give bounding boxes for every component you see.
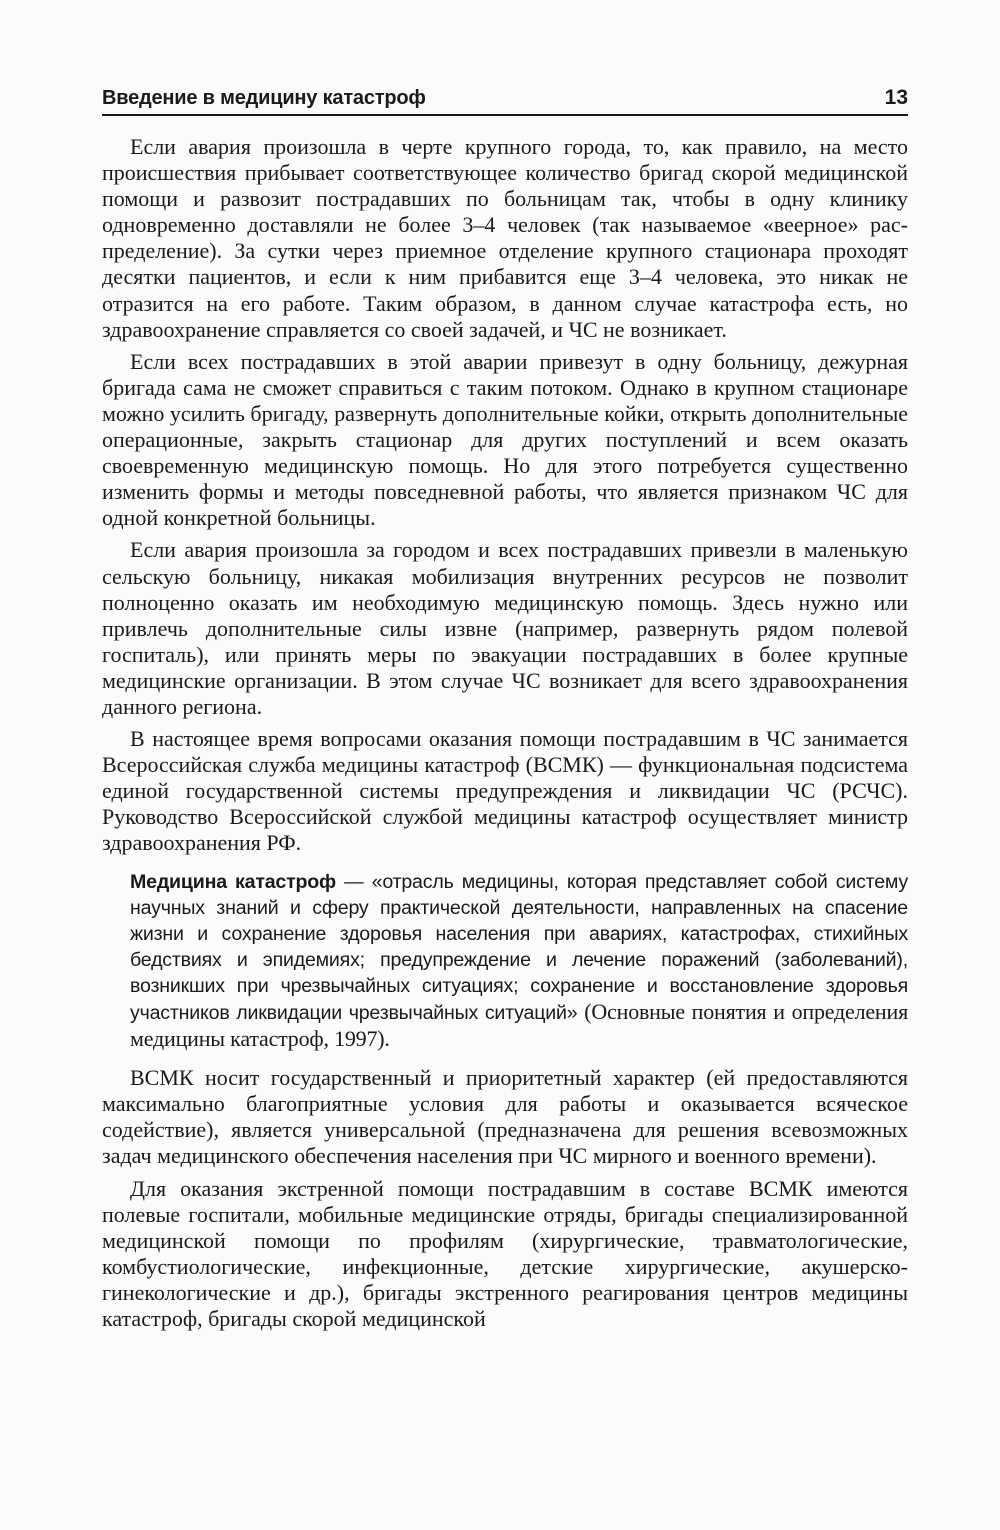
paragraph: Если авария произошла за городом и всех пострадавших привезли в маленькую сельскую больницу, никакая мобилизация внутренних ресурсов не позволит полноценно оказать им необходимую медицинскую помощь. Здесь нужно или привлечь дополнительные силы извне (например, развернуть рядом полевой госпиталь), или принять меры по эвакуации пострадавших в более крупные медицинские организации. В этом случае ЧС возникает для всего здравоохранения данного региона. [102, 537, 908, 719]
definition-source: (Основные понятия и определения медицины катастроф, 1997). [130, 999, 908, 1052]
paragraph: Если авария произошла в черте крупного города, то, как правило, на место происшествия прибывает соответствующее количество бригад скорой медицинской помощи и развозит пострадавших по больницам так, чтобы в одну клинику одновременно доставляли не более 3–4 человек (так называемое «веерное» распределение). За сутки через приемное отделение крупного стационара проходят десятки пациентов, и если к ним прибавится еще 3–4 человека, это никак не отразится на его работе. Таким образом, в данном случае катастрофа есть, но здравоохранение справляется со своей задачей, и ЧС не возникает. [102, 134, 908, 342]
paragraph: ВСМК носит государственный и приоритетный характер (ей предоставляются максимально благоприятные условия для работы и оказывается всяческое содействие), является универсальной (предназначена для решения всевозможных задач медицинского обеспечения населения при ЧС мирного и военного времени). [102, 1065, 908, 1169]
definition-term: Медицина катастроф [130, 870, 337, 893]
paragraph: В настоящее время вопросами оказания помощи пострадавшим в ЧС занимается Всероссийская служба медицины катастроф (ВСМК) — функциональная подсистема единой государственной системы предупреждения и ликвидации ЧС (РСЧС). Руководство Всероссийской службой медицины катастроф осуществляет министр здравоохранения РФ. [102, 726, 908, 856]
running-header [102, 80, 908, 116]
definition-text: — «отрасль медицины, которая представляет собой систему научных знаний и сферу практической деятельности, направленных на спасение жизни и сохранение здоровья населения при авариях, катастрофах, стихийных бедствиях и эпидемиях; предупреждение и лечение поражений (заболеваний), возникших при чрезвычайных ситуациях; сохранение и восстановление здоровья участников ликвидации чрезвычайных ситуаций» [130, 870, 909, 1024]
chapter-title: Введение в медицину катастроф [102, 87, 426, 109]
page-number: 13 [884, 86, 908, 109]
paragraph: Для оказания экстренной помощи пострадавшим в составе ВСМК имеются полевые госпитали, мобильные медицинские отряды, бригады специализированной медицинской помощи по профилям (хирургические, травматологические, комбустиологические, инфекционные, детские хирургические, акушерско-гинекологические и др.), бригады экстренного реагирования центров медицины катастроф, бригады скорой медицинской [102, 1175, 908, 1332]
paragraph: Если всех пострадавших в этой аварии привезут в одну больницу, дежурная бригада сама не сможет справиться с таким потоком. Однако в крупном стационаре можно усилить бригаду, развернуть дополнительные койки, открыть дополнительные операционные, закрыть стационар для других поступлений и всем оказать своевременную медицинскую помощь. Но для этого потребуется существенно изменить формы и методы повседневной работы, что является признаком ЧС для одной конкретной больницы. [102, 348, 908, 531]
body-text [102, 134, 908, 1338]
definition-block [130, 869, 908, 1054]
